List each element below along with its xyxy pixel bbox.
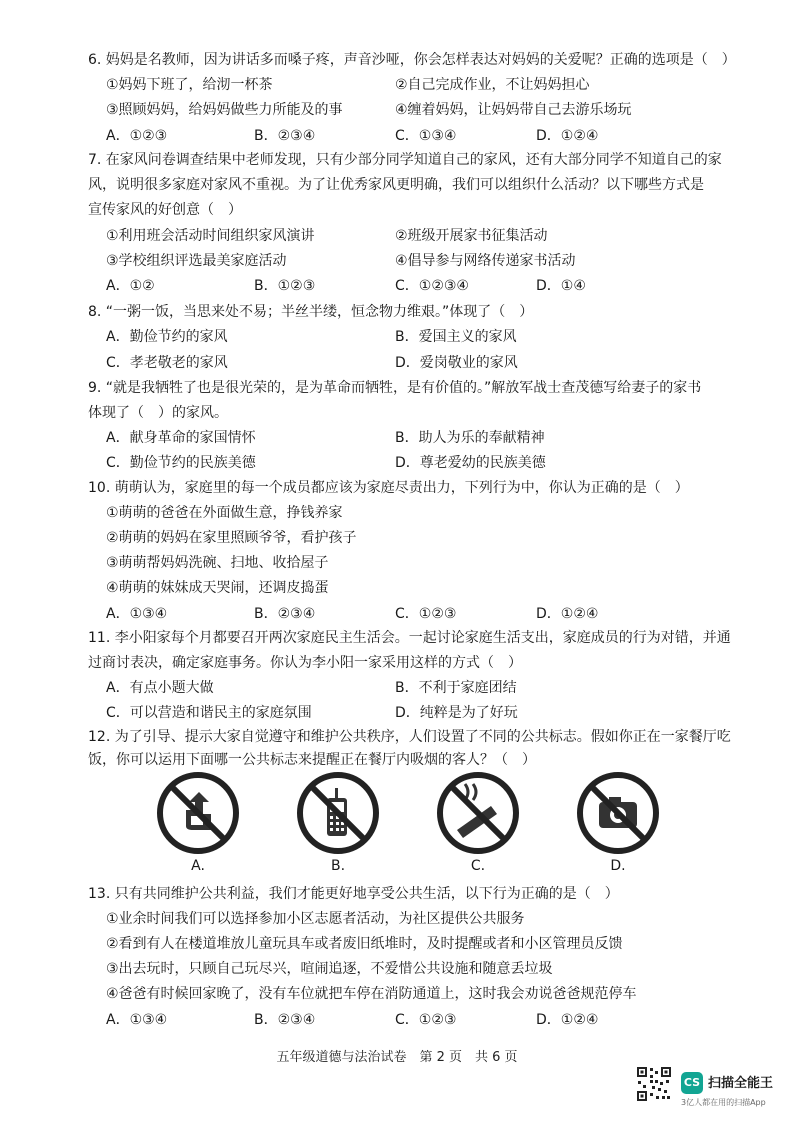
option-a: A．①② [106,278,155,294]
option-b: B．①②③ [254,278,316,294]
statement: ④倡导参与网络传递家书活动 [395,253,576,269]
option-b: B．不利于家庭团结 [395,680,517,696]
question-stem: 9. “就是我牺牲了也是很光荣的，是为革命而牺牲，是有价值的。”解放军战士查茂德写给妻子的家书 [88,380,702,396]
option-c: C．①②③④ [395,278,469,294]
option-d: D．①②④ [536,128,599,144]
question-stem: 7. 在家风问卷调查结果中老师发现，只有少部分同学知道自己的家风，还有大部分同学不知道自己的家 [88,152,722,168]
no-littering-sign-icon [155,770,241,856]
question-stem: 12. 为了引导、提示大家自觉遵守和维护公共秩序，人们设置了不同的公共标志。假如你正在一家餐厅吃 [88,729,731,745]
sign-label-c: C. [470,858,486,874]
statement: ②自己完成作业，不让妈妈担心 [395,77,590,93]
question-stem: 13. 只有共同维护公共利益，我们才能更好地享受公共生活，以下行为正确的是（ ） [88,886,619,902]
statement: ④缠着妈妈，让妈妈带自己去游乐场玩 [395,102,632,118]
question-stem: 体现了（ ）的家风。 [88,405,228,421]
sign-images [155,770,655,880]
option-b: B．②③④ [254,128,316,144]
statement: ①利用班会活动时间组织家风演讲 [106,228,315,244]
sign-label-a: A. [191,858,205,874]
option-d: D．①②④ [536,606,599,622]
question-stem: 8. “一粥一饭，当思来处不易；半丝半缕，恒念物力维艰。”体现了（ ） [88,304,534,320]
question-stem: 饭，你可以运用下面哪一公共标志来提醒正在餐厅内吸烟的客人？（ ） [88,752,536,768]
page-footer: 五年级道德与法治试卷 第 2 页 共 6 页 [276,1050,518,1065]
question-stem: 11. 李小阳家每个月都要召开两次家庭民主生活会。一起讨论家庭生活支出，家庭成员的行为对错，并通 [88,630,731,646]
option-b: B．爱国主义的家风 [395,329,517,345]
sign-label-b: B. [330,858,346,874]
statement: ④萌萌的妹妹成天哭闹，还调皮捣蛋 [106,580,329,596]
question-stem: 宣传家风的好创意（ ） [88,202,242,218]
qr-code-icon [636,1066,672,1102]
no-photography-sign-icon [575,770,661,856]
option-c: C．①②③ [395,1012,457,1028]
question-stem: 6. 妈妈是名教师，因为讲话多而嗓子疼，声音沙哑，你会怎样表达对妈妈的关爱呢？正确的选项是（ ） [88,52,736,68]
option-a: A．①③④ [106,606,168,622]
option-d: D．尊老爱幼的民族美德 [395,455,546,471]
no-smoking-sign-icon [435,770,521,856]
statement: ①萌萌的爸爸在外面做生意，挣钱养家 [106,505,343,521]
statement: ③出去玩时，只顾自己玩尽兴，喧闹追逐，不爱惜公共设施和随意丢垃圾 [106,961,553,977]
option-c: C．勤俭节约的民族美德 [106,455,256,471]
option-a: A．①③④ [106,1012,168,1028]
statement: ③照顾妈妈，给妈妈做些力所能及的事 [106,102,343,118]
option-a: A．①②③ [106,128,168,144]
scanner-app-tagline: 3亿人都在用的扫描App [681,1098,766,1107]
question-stem: 风，说明很多家庭对家风不重视。为了让优秀家风更明确，我们可以组织什么活动？以下哪些方式是 [88,177,704,193]
statement: ②看到有人在楼道堆放儿童玩具车或者废旧纸堆时，及时提醒或者和小区管理员反馈 [106,936,623,952]
option-a: A．有点小题大做 [106,680,214,696]
statement: ②萌萌的妈妈在家里照顾爷爷，看护孩子 [106,530,357,546]
option-b: B．助人为乐的奉献精神 [395,430,545,446]
option-d: D．爱岗敬业的家风 [395,355,518,371]
option-a: A．勤俭节约的家风 [106,329,228,345]
question-stem: 10. 萌萌认为，家庭里的每一个成员都应该为家庭尽责出力，下列行为中，你认为正确的是（ ） [88,480,689,496]
statement: ③萌萌帮妈妈洗碗、扫地、收拾屋子 [106,555,329,571]
option-a: A．献身革命的家国情怀 [106,430,256,446]
option-d: D．①②④ [536,1012,599,1028]
option-b: B．②③④ [254,1012,316,1028]
option-c: C．①②③ [395,606,457,622]
option-b: B．②③④ [254,606,316,622]
statement: ④爸爸有时候回家晚了，没有车位就把车停在消防通道上，这时我会劝说爸爸规范停车 [106,986,637,1002]
scanner-app-badge: CS [681,1072,703,1094]
statement: ③学校组织评选最美家庭活动 [106,253,287,269]
option-d: D．①④ [536,278,586,294]
statement: ①妈妈下班了，给沏一杯茶 [106,77,273,93]
statement: ②班级开展家书征集活动 [395,228,548,244]
option-c: C．可以营造和谐民主的家庭氛围 [106,705,312,721]
no-phone-sign-icon [295,770,381,856]
option-c: C．①③④ [395,128,457,144]
option-d: D．纯粹是为了好玩 [395,705,518,721]
sign-label-d: D. [610,858,626,874]
statement: ①业余时间我们可以选择参加小区志愿者活动，为社区提供公共服务 [106,911,525,927]
question-stem: 过商讨表决，确定家庭事务。你认为李小阳一家采用这样的方式（ ） [88,655,522,671]
option-c: C．孝老敬老的家风 [106,355,228,371]
scanner-app-name: 扫描全能王 [708,1076,774,1091]
